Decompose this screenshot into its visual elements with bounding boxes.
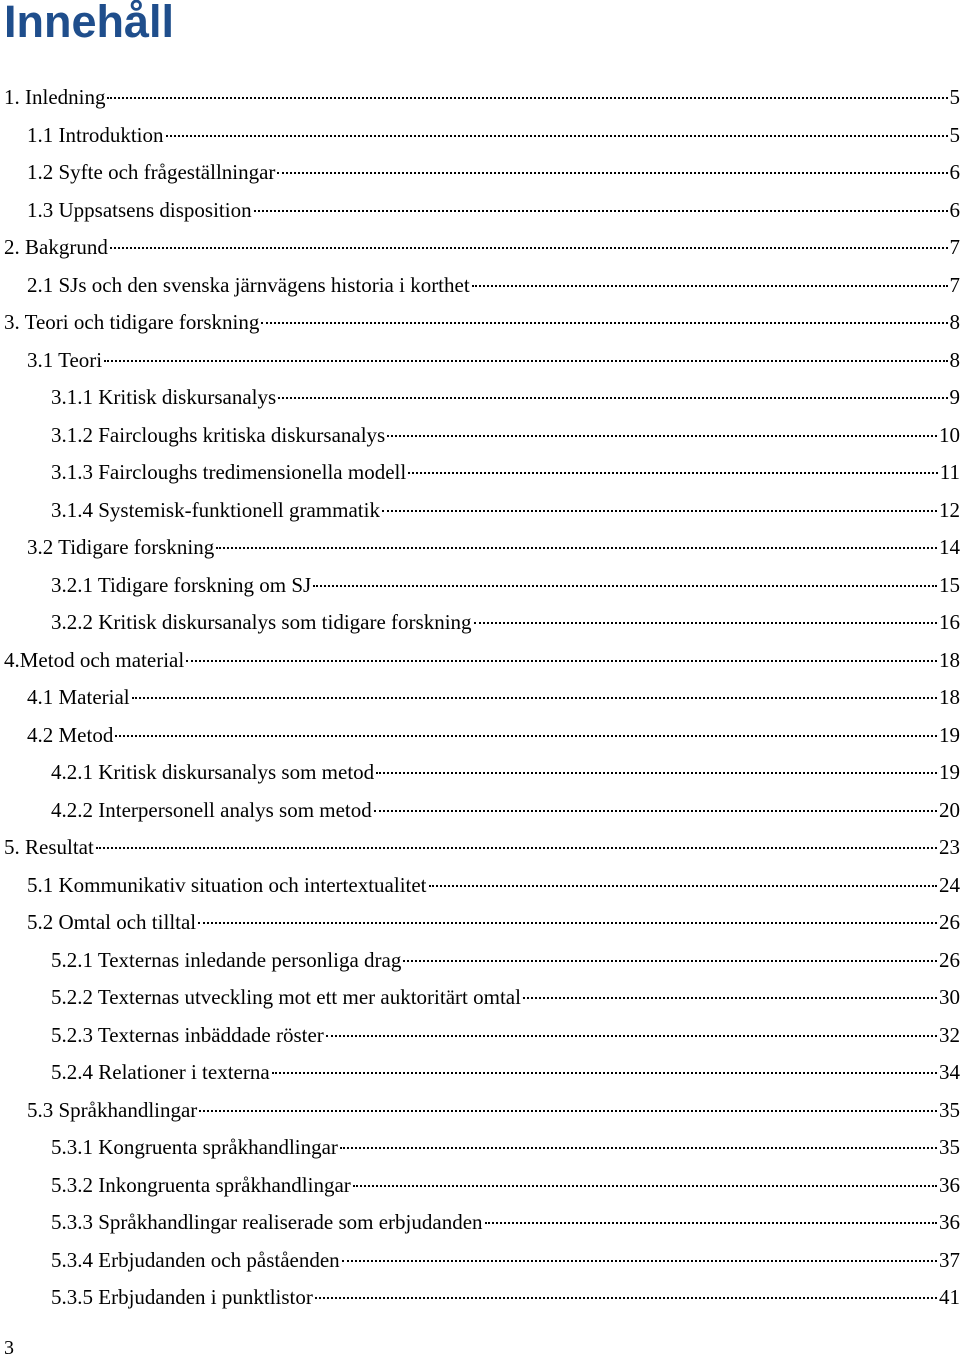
toc-dot-leader	[408, 470, 938, 474]
toc-entry[interactable]	[0, 117, 960, 155]
toc-entry-page-number: 23	[939, 835, 960, 859]
toc-entry-title: 2. Bakgrund	[4, 235, 108, 259]
toc-entry[interactable]	[0, 792, 960, 830]
toc-entry-title: 3.1.1 Kritisk diskursanalys	[51, 385, 277, 409]
toc-entry-page-number: 37	[939, 1247, 960, 1272]
toc-dot-leader	[340, 1145, 937, 1149]
toc-entry-title: 2.1 SJs och den svenska järnvägens historia i korthet	[27, 272, 470, 297]
toc-dot-leader	[353, 1183, 937, 1187]
toc-entry[interactable]	[0, 154, 960, 192]
toc-entry-page-number: 36	[939, 1172, 960, 1197]
toc-entry-page-number: 6	[949, 197, 960, 222]
toc-entry-title: 3.2.1 Tidigare forskning om SJ	[51, 572, 312, 597]
toc-entry-page-number: 26	[939, 947, 960, 972]
toc-entry-page-number: 16	[939, 610, 960, 634]
toc-dot-leader	[107, 95, 947, 99]
toc-entry-page-number: 19	[939, 722, 960, 747]
toc-entry-page-number: 7	[949, 272, 960, 297]
toc-entry[interactable]	[0, 642, 960, 680]
toc-entry-page-number: 34	[939, 1060, 960, 1084]
toc-entry[interactable]	[0, 679, 960, 717]
toc-entry-page-number: 32	[939, 1022, 960, 1047]
toc-entry[interactable]	[0, 867, 960, 905]
toc-entry-title: 5.3.5 Erbjudanden i punktlistor	[51, 1285, 313, 1309]
toc-entry-title: 3.2.2 Kritisk diskursanalys som tidigare forskning	[51, 610, 472, 634]
toc-dot-leader	[96, 845, 937, 849]
toc-entry-title: 5.3.1 Kongruenta språkhandlingar	[51, 1135, 338, 1159]
toc-dot-leader	[326, 1033, 937, 1037]
toc-entry-page-number: 18	[939, 647, 960, 672]
toc-entry-page-number: 10	[939, 422, 960, 447]
toc-entry-title: 5.2 Omtal och tilltal	[27, 910, 197, 934]
toc-dot-leader	[376, 770, 937, 774]
toc-entry-page-number: 19	[939, 760, 960, 784]
toc-entry-page-number: 8	[949, 310, 960, 334]
toc-dot-leader	[342, 1258, 937, 1262]
toc-entry[interactable]	[0, 79, 960, 117]
toc-entry-title: 1.1 Introduktion	[27, 122, 164, 147]
toc-entry-page-number: 14	[939, 535, 960, 559]
toc-dot-leader	[186, 658, 937, 662]
toc-dot-leader	[374, 808, 937, 812]
toc-entry[interactable]	[0, 379, 960, 417]
toc-dot-leader	[472, 283, 948, 287]
toc-entry-title: 3. Teori och tidigare forskning	[4, 310, 260, 334]
toc-entry-page-number: 41	[939, 1285, 960, 1309]
toc-dot-leader	[216, 545, 937, 549]
toc-dot-leader	[198, 920, 937, 924]
toc-dot-leader	[261, 320, 947, 324]
toc-dot-leader	[429, 883, 937, 887]
toc-entry[interactable]	[0, 567, 960, 605]
toc-entry-page-number: 35	[939, 1097, 960, 1122]
toc-entry-title: 5.2.4 Relationer i texterna	[51, 1060, 270, 1084]
toc-entry[interactable]	[0, 1129, 960, 1167]
toc-entry-page-number: 36	[939, 1210, 960, 1234]
toc-entry-title: 5.2.1 Texternas inledande personliga drag	[51, 947, 402, 972]
toc-dot-leader	[387, 433, 937, 437]
toc-entry-title: 3.1 Teori	[27, 347, 103, 372]
toc-dot-leader	[278, 395, 947, 399]
toc-entry-title: 5.2.2 Texternas utveckling mot ett mer auktoritärt omtal	[51, 985, 521, 1009]
toc-dot-leader	[272, 1070, 937, 1074]
toc-entry-title: 3.2 Tidigare forskning	[27, 535, 215, 559]
toc-dot-leader	[485, 1220, 937, 1224]
toc-entry-title: 4.2 Metod	[27, 722, 114, 747]
toc-entry[interactable]	[0, 1242, 960, 1280]
toc-entry-page-number: 5	[949, 122, 960, 147]
toc-entry-title: 5.3 Språkhandlingar	[27, 1097, 198, 1122]
toc-entry[interactable]	[0, 342, 960, 380]
toc-dot-leader	[254, 208, 948, 212]
toc-entry-title: 5.3.3 Språkhandlingar realiserade som erbjudanden	[51, 1210, 483, 1234]
toc-entry-page-number: 35	[939, 1135, 960, 1159]
toc-dot-leader	[277, 170, 947, 174]
toc-entry[interactable]	[0, 1054, 960, 1092]
toc-entry-title: 5.3.2 Inkongruenta språkhandlingar	[51, 1172, 351, 1197]
toc-entry-title: 4.2.2 Interpersonell analys som metod	[51, 797, 372, 822]
toc-entry[interactable]	[0, 829, 960, 867]
toc-entry-title: 4.1 Material	[27, 685, 130, 709]
toc-entry[interactable]	[0, 492, 960, 530]
toc-dot-leader	[199, 1108, 937, 1112]
toc-dot-leader	[315, 1295, 937, 1299]
page-number: 3	[4, 1337, 14, 1359]
toc-dot-leader	[382, 508, 937, 512]
toc-entry-page-number: 11	[939, 460, 960, 484]
toc-dot-leader	[110, 245, 948, 249]
toc-entry-page-number: 7	[949, 235, 960, 259]
toc-entry-page-number: 30	[939, 985, 960, 1009]
toc-entry[interactable]	[0, 454, 960, 492]
toc-dot-leader	[115, 733, 937, 737]
toc-entry-title: 3.1.4 Systemisk-funktionell grammatik	[51, 497, 380, 522]
toc-entry[interactable]	[0, 979, 960, 1017]
toc-entry-page-number: 24	[939, 872, 960, 897]
toc-entry-page-number: 6	[949, 160, 960, 184]
toc-dot-leader	[403, 958, 937, 962]
toc-entry[interactable]	[0, 1092, 960, 1130]
toc-entry[interactable]	[0, 192, 960, 230]
toc-entry-title: 5. Resultat	[4, 835, 94, 859]
toc-dot-leader	[474, 620, 937, 624]
toc-entry[interactable]	[0, 604, 960, 642]
toc-entry[interactable]	[0, 942, 960, 980]
toc-entry[interactable]	[0, 1279, 960, 1317]
toc-entry[interactable]	[0, 904, 960, 942]
toc-entry[interactable]	[0, 1167, 960, 1205]
toc-dot-leader	[166, 133, 948, 137]
toc-dot-leader	[132, 695, 937, 699]
toc-entry-page-number: 15	[939, 572, 960, 597]
toc-entry[interactable]	[0, 304, 960, 342]
toc-entry[interactable]	[0, 417, 960, 455]
toc-entry-page-number: 9	[949, 385, 960, 409]
toc-entry[interactable]	[0, 717, 960, 755]
toc-entry-page-number: 20	[939, 797, 960, 822]
toc-dot-leader	[104, 358, 947, 362]
toc-dot-leader	[313, 583, 937, 587]
toc-entry-title: 4.2.1 Kritisk diskursanalys som metod	[51, 760, 375, 784]
toc-entry[interactable]	[0, 529, 960, 567]
toc-entry-title: 3.1.2 Faircloughs kritiska diskursanalys	[51, 422, 386, 447]
toc-dot-leader	[523, 995, 937, 999]
toc-entry-page-number: 18	[939, 685, 960, 709]
toc-entry-page-number: 8	[949, 347, 960, 372]
table-of-contents	[0, 79, 960, 1317]
toc-entry-title: 1.2 Syfte och frågeställningar	[27, 160, 276, 184]
toc-entry[interactable]	[0, 229, 960, 267]
toc-entry-title: 3.1.3 Faircloughs tredimensionella modell	[51, 460, 407, 484]
toc-entry-title: 1.3 Uppsatsens disposition	[27, 197, 252, 222]
toc-entry[interactable]	[0, 1017, 960, 1055]
toc-entry[interactable]	[0, 1204, 960, 1242]
toc-entry-title: 4.Metod och material	[4, 647, 185, 672]
toc-entry-title: 5.2.3 Texternas inbäddade röster	[51, 1022, 324, 1047]
page-title: Innehåll	[4, 0, 175, 47]
toc-entry[interactable]	[0, 754, 960, 792]
toc-entry-page-number: 5	[949, 85, 960, 109]
toc-entry-page-number: 12	[939, 497, 960, 522]
toc-entry-title: 5.1 Kommunikativ situation och intertextualitet	[27, 872, 427, 897]
toc-entry-title: 1. Inledning	[4, 85, 106, 109]
toc-entry-title: 5.3.4 Erbjudanden och påståenden	[51, 1247, 340, 1272]
toc-entry-page-number: 26	[939, 910, 960, 934]
toc-entry[interactable]	[0, 267, 960, 305]
